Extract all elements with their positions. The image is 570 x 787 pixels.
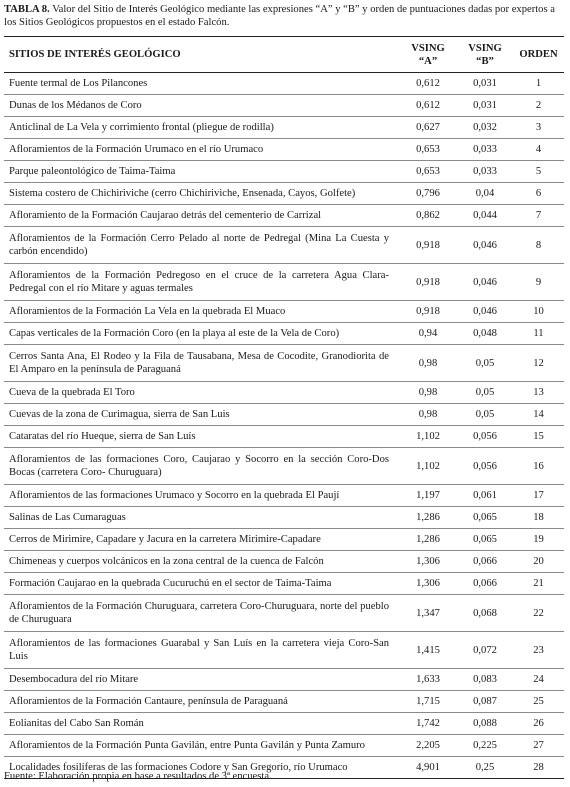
site-cell: Dunas de los Médanos de Coro: [4, 95, 399, 117]
vsing-a-cell: 0,627: [399, 117, 457, 139]
vsing-a-cell: 1,286: [399, 507, 457, 529]
table-body: [4, 73, 564, 779]
order-cell: 19: [513, 529, 564, 551]
vsing-b-cell: 0,033: [457, 161, 513, 183]
table-row: [4, 161, 564, 183]
site-cell: Afloramientos de las formaciones Coro, Caujarao y Socorro en la sección Coro-Dos Bocas (carretera Coro- Churuguara): [4, 448, 399, 485]
order-cell: 13: [513, 382, 564, 404]
vsing-b-cell: 0,25: [457, 757, 513, 779]
table-row: [4, 632, 564, 669]
table-row: [4, 529, 564, 551]
site-cell: Afloramientos de las formaciones Urumaco y Socorro en la quebrada El Paují: [4, 485, 399, 507]
table-row: [4, 735, 564, 757]
table-row: [4, 117, 564, 139]
order-cell: 2: [513, 95, 564, 117]
vsing-b-cell: 0,065: [457, 507, 513, 529]
order-cell: 15: [513, 426, 564, 448]
site-cell: Afloramientos de la Formación Cerro Pelado al norte de Pedregal (Mina La Cuesta y carbón encendido): [4, 227, 399, 264]
table-row: [4, 595, 564, 632]
order-cell: 24: [513, 669, 564, 691]
order-cell: 7: [513, 205, 564, 227]
order-cell: 26: [513, 713, 564, 735]
vsing-a-cell: 0,653: [399, 139, 457, 161]
table-row: [4, 404, 564, 426]
geological-sites-table: [4, 36, 564, 779]
site-cell: Cuevas de la zona de Curimagua, sierra de San Luis: [4, 404, 399, 426]
header-vsing-a: [399, 37, 457, 73]
vsing-b-cell: 0,072: [457, 632, 513, 669]
order-cell: 22: [513, 595, 564, 632]
table-source-note: Fuente: Elaboración propia en base a resultados de 3ª encuesta.: [4, 771, 272, 782]
table-row: [4, 301, 564, 323]
site-cell: Formación Caujarao en la quebrada Cucuruchú en el sector de Taima-Taima: [4, 573, 399, 595]
site-cell: Chimeneas y cuerpos volcánicos en la zona central de la cuenca de Falcón: [4, 551, 399, 573]
site-cell: Desembocadura del río Mitare: [4, 669, 399, 691]
vsing-a-cell: 1,286: [399, 529, 457, 551]
order-cell: 23: [513, 632, 564, 669]
vsing-a-cell: 0,94: [399, 323, 457, 345]
site-cell: Cerros Santa Ana, El Rodeo y la Fila de Tausabana, Mesa de Cocodite, Granodiorita de El Amparo en la península de Paraguaná: [4, 345, 399, 382]
vsing-a-cell: 0,612: [399, 95, 457, 117]
vsing-a-cell: 1,347: [399, 595, 457, 632]
header-vsing-b: [457, 37, 513, 73]
order-cell: 8: [513, 227, 564, 264]
site-cell: Afloramientos de las formaciones Guarabal y San Luís en la carretera vieja Coro-San Luis: [4, 632, 399, 669]
vsing-b-cell: 0,048: [457, 323, 513, 345]
vsing-b-cell: 0,056: [457, 426, 513, 448]
vsing-a-cell: 2,205: [399, 735, 457, 757]
vsing-b-cell: 0,088: [457, 713, 513, 735]
site-cell: Localidades fosilíferas de las formaciones Codore y San Gregorio, río Urumaco: [4, 757, 399, 779]
order-cell: 17: [513, 485, 564, 507]
table-row: [4, 691, 564, 713]
header-vsing-a-line2: “A”: [418, 55, 438, 67]
vsing-b-cell: 0,061: [457, 485, 513, 507]
vsing-a-cell: 1,197: [399, 485, 457, 507]
table-row: [4, 264, 564, 301]
header-vsing-b-line2: “B”: [476, 55, 494, 67]
vsing-b-cell: 0,032: [457, 117, 513, 139]
table-row: [4, 507, 564, 529]
table-row: [4, 183, 564, 205]
vsing-b-cell: 0,046: [457, 301, 513, 323]
vsing-a-cell: 1,102: [399, 448, 457, 485]
order-cell: 11: [513, 323, 564, 345]
caption-text: Valor del Sitio de Interés Geológico mediante las expresiones “A” y “B” y orden de puntuaciones dadas por expertos a los Sitios Geológicos propuestos en el estado Falcón.: [4, 4, 555, 28]
table-row: [4, 323, 564, 345]
header-site: SITIOS DE INTERÉS GEOLÓGICO: [4, 37, 399, 73]
site-cell: Cueva de la quebrada El Toro: [4, 382, 399, 404]
site-cell: Sistema costero de Chichiriviche (cerro Chichiriviche, Ensenada, Cayos, Golfete): [4, 183, 399, 205]
table-caption: [4, 3, 564, 29]
vsing-a-cell: 1,306: [399, 573, 457, 595]
site-cell: Fuente termal de Los Pilancones: [4, 73, 399, 95]
order-cell: 1: [513, 73, 564, 95]
order-cell: 21: [513, 573, 564, 595]
order-cell: 18: [513, 507, 564, 529]
site-cell: Afloramientos de la Formación Punta Gavilán, entre Punta Gavilán y Punta Zamuro: [4, 735, 399, 757]
table-row: [4, 95, 564, 117]
vsing-b-cell: 0,066: [457, 573, 513, 595]
table-row: [4, 713, 564, 735]
site-cell: Parque paleontológico de Taima-Taima: [4, 161, 399, 183]
vsing-b-cell: 0,046: [457, 227, 513, 264]
vsing-b-cell: 0,066: [457, 551, 513, 573]
vsing-b-cell: 0,031: [457, 73, 513, 95]
site-cell: Cerros de Mirimire, Capadare y Jacura en la carretera Mirimire-Capadare: [4, 529, 399, 551]
table-row: [4, 345, 564, 382]
vsing-a-cell: 1,306: [399, 551, 457, 573]
site-cell: Salinas de Las Cumaraguas: [4, 507, 399, 529]
order-cell: 12: [513, 345, 564, 382]
vsing-a-cell: 1,742: [399, 713, 457, 735]
vsing-b-cell: 0,05: [457, 345, 513, 382]
site-cell: Anticlinal de La Vela y corrimiento frontal (pliegue de rodilla): [4, 117, 399, 139]
vsing-b-cell: 0,044: [457, 205, 513, 227]
header-vsing-a-line1: VSING: [411, 42, 445, 54]
table-row: [4, 426, 564, 448]
table-row: [4, 205, 564, 227]
vsing-a-cell: 0,918: [399, 301, 457, 323]
vsing-a-cell: 0,918: [399, 227, 457, 264]
table-header-row: [4, 37, 564, 73]
order-cell: 14: [513, 404, 564, 426]
vsing-a-cell: 0,796: [399, 183, 457, 205]
header-vsing-b-line1: VSING: [468, 42, 502, 54]
vsing-b-cell: 0,046: [457, 264, 513, 301]
site-cell: Cataratas del río Hueque, sierra de San Luís: [4, 426, 399, 448]
order-cell: 3: [513, 117, 564, 139]
order-cell: 10: [513, 301, 564, 323]
vsing-a-cell: 0,653: [399, 161, 457, 183]
vsing-b-cell: 0,04: [457, 183, 513, 205]
table-row: [4, 485, 564, 507]
vsing-b-cell: 0,033: [457, 139, 513, 161]
site-cell: Afloramientos de la Formación Urumaco en el río Urumaco: [4, 139, 399, 161]
vsing-b-cell: 0,087: [457, 691, 513, 713]
caption-label: TABLA 8.: [4, 4, 50, 15]
vsing-a-cell: 0,98: [399, 345, 457, 382]
vsing-a-cell: 1,415: [399, 632, 457, 669]
vsing-a-cell: 0,612: [399, 73, 457, 95]
vsing-b-cell: 0,225: [457, 735, 513, 757]
order-cell: 9: [513, 264, 564, 301]
order-cell: 5: [513, 161, 564, 183]
order-cell: 6: [513, 183, 564, 205]
site-cell: Afloramientos de la Formación La Vela en la quebrada El Muaco: [4, 301, 399, 323]
vsing-b-cell: 0,05: [457, 404, 513, 426]
site-cell: Afloramientos de la Formación Pedregoso en el cruce de la carretera Agua Clara-Pedregal con el río Mitare y aguas termales: [4, 264, 399, 301]
vsing-a-cell: 0,98: [399, 382, 457, 404]
vsing-b-cell: 0,05: [457, 382, 513, 404]
header-order: ORDEN: [513, 37, 564, 73]
site-cell: Afloramiento de la Formación Caujarao detrás del cementerio de Carrizal: [4, 205, 399, 227]
table-row: [4, 382, 564, 404]
vsing-b-cell: 0,056: [457, 448, 513, 485]
table-row: [4, 139, 564, 161]
vsing-b-cell: 0,031: [457, 95, 513, 117]
table-row: [4, 573, 564, 595]
vsing-a-cell: 0,918: [399, 264, 457, 301]
site-cell: Eolianitas del Cabo San Román: [4, 713, 399, 735]
vsing-a-cell: 4,901: [399, 757, 457, 779]
table-row: [4, 669, 564, 691]
vsing-a-cell: 1,633: [399, 669, 457, 691]
vsing-a-cell: 1,715: [399, 691, 457, 713]
site-cell: Afloramientos de la Formación Churuguara, carretera Coro-Churuguara, norte del pueblo de Churuguara: [4, 595, 399, 632]
order-cell: 20: [513, 551, 564, 573]
table-row: [4, 73, 564, 95]
vsing-a-cell: 1,102: [399, 426, 457, 448]
table-row: [4, 551, 564, 573]
vsing-b-cell: 0,083: [457, 669, 513, 691]
order-cell: 25: [513, 691, 564, 713]
order-cell: 28: [513, 757, 564, 779]
order-cell: 4: [513, 139, 564, 161]
vsing-a-cell: 0,98: [399, 404, 457, 426]
vsing-b-cell: 0,068: [457, 595, 513, 632]
table-row: [4, 448, 564, 485]
vsing-b-cell: 0,065: [457, 529, 513, 551]
site-cell: Afloramientos de la Formación Cantaure, península de Paraguaná: [4, 691, 399, 713]
order-cell: 16: [513, 448, 564, 485]
table-row: [4, 227, 564, 264]
site-cell: Capas verticales de la Formación Coro (en la playa al este de la Vela de Coro): [4, 323, 399, 345]
order-cell: 27: [513, 735, 564, 757]
vsing-a-cell: 0,862: [399, 205, 457, 227]
